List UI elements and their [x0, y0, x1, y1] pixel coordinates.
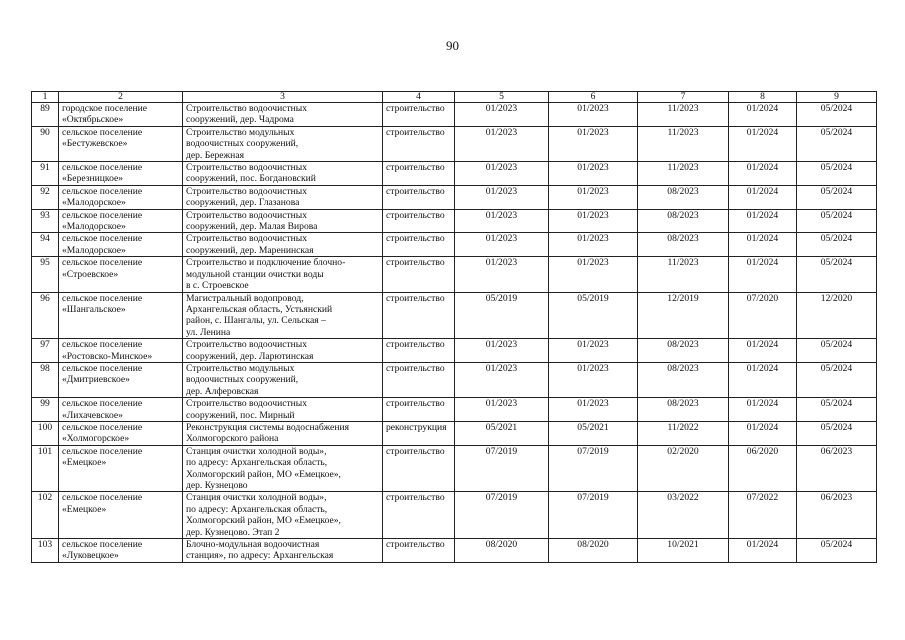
settlement-cell-line: «Малодорское»	[62, 244, 126, 256]
row-number: 95	[32, 257, 59, 292]
table-row	[32, 209, 877, 233]
settlement-cell-line: сельское поселение	[62, 445, 143, 457]
object-cell	[183, 162, 383, 186]
row-number: 92	[32, 185, 59, 209]
work-type-cell: строительство	[383, 445, 455, 492]
column-header: 9	[797, 92, 877, 103]
settlement-cell	[59, 362, 183, 397]
date-cell: 07/2022	[729, 492, 797, 539]
object-cell	[183, 445, 383, 492]
settlement-cell-line: сельское поселение	[62, 421, 143, 433]
table-row	[32, 292, 877, 339]
object-cell-line: Холмогорский район, МО «Емецкое»,	[186, 468, 341, 480]
object-cell-line: Станция очистки холодной воды»,	[186, 492, 327, 504]
date-cell: 01/2024	[729, 185, 797, 209]
date-cell: 01/2023	[455, 185, 549, 209]
settlement-cell	[59, 292, 183, 339]
object-cell-line: Магистральный водопровод,	[186, 292, 304, 304]
settlement-cell-line: сельское поселение	[62, 339, 143, 351]
settlement-cell-line: городское поселение	[62, 103, 148, 114]
object-cell-line: сооружений, дер. Маренинская	[186, 244, 314, 256]
date-cell: 08/2023	[638, 362, 729, 397]
date-cell: 05/2024	[797, 233, 877, 257]
object-cell	[183, 492, 383, 539]
date-cell: 05/2019	[549, 292, 638, 339]
date-cell: 01/2023	[549, 209, 638, 233]
header-row	[32, 92, 877, 103]
date-cell: 11/2023	[638, 162, 729, 186]
date-cell: 03/2022	[638, 492, 729, 539]
settlement-cell	[59, 162, 183, 186]
date-cell: 01/2023	[455, 162, 549, 186]
date-cell: 11/2023	[638, 126, 729, 161]
date-cell: 01/2024	[729, 103, 797, 127]
row-number: 97	[32, 339, 59, 363]
date-cell: 01/2023	[455, 209, 549, 233]
page-number: 90	[446, 38, 459, 53]
row-number: 94	[32, 233, 59, 257]
object-cell-line: Строительство модульных	[186, 126, 295, 138]
work-type-cell: строительство	[383, 257, 455, 292]
object-cell-line: Строительство водоочистных	[186, 339, 308, 351]
date-cell: 01/2023	[549, 398, 638, 422]
work-type-cell: строительство	[383, 233, 455, 257]
table-row	[32, 185, 877, 209]
work-type-cell: строительство	[383, 103, 455, 127]
column-header: 4	[383, 92, 455, 103]
object-cell-line: сооружений, пос. Мирный	[186, 409, 295, 421]
date-cell: 08/2023	[638, 233, 729, 257]
settlement-cell-line: «Строевское»	[62, 268, 119, 280]
table-row	[32, 398, 877, 422]
settlement-cell	[59, 339, 183, 363]
settlement-cell-line: «Емецкое»	[62, 503, 107, 515]
date-cell: 01/2023	[549, 257, 638, 292]
settlement-cell-line: «Дмитриевское»	[62, 374, 130, 386]
object-cell-line: сооружений, дер. Малая Вирова	[186, 221, 318, 233]
work-type-cell: строительство	[383, 492, 455, 539]
object-cell	[183, 362, 383, 397]
date-cell: 01/2023	[455, 339, 549, 363]
row-number: 93	[32, 209, 59, 233]
settlement-cell-line: сельское поселение	[62, 292, 143, 304]
settlement-cell-line: «Емецкое»	[62, 457, 107, 469]
settlement-cell	[59, 103, 183, 127]
object-cell-line: Архангельская область, Устьянский	[186, 303, 333, 315]
settlement-cell-line: сельское поселение	[62, 539, 143, 551]
date-cell: 07/2019	[455, 492, 549, 539]
date-cell: 10/2021	[638, 539, 729, 563]
settlement-cell	[59, 185, 183, 209]
object-cell-line: модульной станции очистки воды	[186, 268, 324, 280]
date-cell: 05/2024	[797, 339, 877, 363]
date-cell: 08/2023	[638, 185, 729, 209]
date-cell: 11/2023	[638, 103, 729, 127]
settlement-cell	[59, 492, 183, 539]
date-cell: 01/2023	[549, 233, 638, 257]
object-cell-line: дер. Кузнецово. Этап 2	[186, 526, 280, 538]
object-cell-line: Строительство водоочистных	[186, 209, 308, 221]
table-row	[32, 421, 877, 445]
date-cell: 01/2023	[549, 362, 638, 397]
date-cell: 08/2020	[549, 539, 638, 563]
settlement-cell-line: «Березницкое»	[62, 173, 124, 185]
object-cell-line: Строительство и подключение блочно-	[186, 257, 346, 269]
date-cell: 05/2021	[455, 421, 549, 445]
object-cell-line: Строительство водоочистных	[186, 103, 308, 114]
date-cell: 01/2024	[729, 162, 797, 186]
date-cell: 05/2021	[549, 421, 638, 445]
date-cell: 01/2023	[455, 362, 549, 397]
settlement-cell	[59, 421, 183, 445]
object-cell-line: Строительство водоочистных	[186, 233, 308, 245]
object-cell	[183, 233, 383, 257]
object-cell-line: по адресу: Архангельская область,	[186, 503, 328, 515]
date-cell: 05/2019	[455, 292, 549, 339]
settlement-cell-line: «Шангальское»	[62, 303, 126, 315]
column-header: 1	[32, 92, 59, 103]
object-cell-line: сооружений, дер. Чадрома	[186, 114, 294, 126]
object-cell-line: дер. Кузнецово	[186, 480, 248, 491]
date-cell: 07/2019	[549, 445, 638, 492]
object-cell-line: Блочно-модульная водоочистная	[186, 539, 320, 551]
settlement-cell-line: «Холмогорское»	[62, 433, 130, 445]
settlement-cell-line: «Луковецкое»	[62, 550, 119, 562]
date-cell: 08/2020	[455, 539, 549, 563]
object-cell-line: в с. Строевское	[186, 280, 249, 292]
work-type-cell: строительство	[383, 339, 455, 363]
date-cell: 01/2024	[729, 362, 797, 397]
object-cell	[183, 257, 383, 292]
date-cell: 05/2024	[797, 398, 877, 422]
work-type-cell: строительство	[383, 209, 455, 233]
object-cell	[183, 398, 383, 422]
settlement-cell-line: сельское поселение	[62, 233, 143, 245]
date-cell: 07/2020	[729, 292, 797, 339]
date-cell: 01/2023	[549, 103, 638, 127]
date-cell: 01/2023	[455, 103, 549, 127]
date-cell: 01/2023	[455, 126, 549, 161]
object-cell	[183, 421, 383, 445]
row-number: 101	[32, 445, 59, 492]
table-row	[32, 362, 877, 397]
row-number: 102	[32, 492, 59, 539]
object-cell-line: Реконструкция системы водоснабжения	[186, 421, 349, 433]
date-cell: 08/2023	[638, 209, 729, 233]
date-cell: 12/2020	[797, 292, 877, 339]
object-cell-line: Станция очистки холодной воды»,	[186, 445, 327, 457]
object-cell-line: Строительство водоочистных	[186, 162, 308, 174]
object-cell-line: Холмогорский район, МО «Емецкое»,	[186, 515, 341, 527]
table-row	[32, 126, 877, 161]
work-type-cell: строительство	[383, 362, 455, 397]
settlement-cell	[59, 257, 183, 292]
settlement-cell-line: сельское поселение	[62, 209, 143, 221]
date-cell: 05/2024	[797, 162, 877, 186]
row-number: 98	[32, 362, 59, 397]
date-cell: 05/2024	[797, 539, 877, 563]
settlement-cell	[59, 233, 183, 257]
date-cell: 05/2024	[797, 362, 877, 397]
row-number: 89	[32, 103, 59, 127]
settlement-cell-line: сельское поселение	[62, 185, 143, 197]
object-cell-line: дер. Алферовская	[186, 385, 259, 397]
object-cell-line: Строительство водоочистных	[186, 398, 308, 410]
object-cell-line: ул. Ленина	[186, 326, 231, 338]
table-row	[32, 339, 877, 363]
object-cell	[183, 126, 383, 161]
date-cell: 05/2024	[797, 103, 877, 127]
date-cell: 01/2024	[729, 421, 797, 445]
date-cell: 06/2023	[797, 445, 877, 492]
object-cell	[183, 103, 383, 127]
column-header: 6	[549, 92, 638, 103]
settlement-cell-line: «Октябрьское»	[62, 114, 124, 126]
settlement-cell	[59, 126, 183, 161]
settlement-cell	[59, 539, 183, 563]
settlement-cell-line: «Малодорское»	[62, 197, 126, 209]
object-cell-line: по адресу: Архангельская область,	[186, 457, 328, 469]
row-number: 91	[32, 162, 59, 186]
settlement-cell-line: сельское поселение	[62, 398, 143, 410]
table-row	[32, 162, 877, 186]
settlement-cell	[59, 398, 183, 422]
settlement-cell-line: сельское поселение	[62, 162, 143, 174]
object-cell	[183, 185, 383, 209]
date-cell: 08/2023	[638, 339, 729, 363]
date-cell: 01/2024	[729, 398, 797, 422]
object-cell	[183, 292, 383, 339]
date-cell: 05/2024	[797, 209, 877, 233]
object-cell-line: Холмогорского района	[186, 433, 279, 445]
object-cell-line: водоочистных сооружений,	[186, 374, 299, 386]
date-cell: 01/2023	[455, 257, 549, 292]
date-cell: 07/2019	[455, 445, 549, 492]
date-cell: 07/2019	[549, 492, 638, 539]
settlement-cell	[59, 209, 183, 233]
work-type-cell: строительство	[383, 539, 455, 563]
object-cell-line: дер. Бережная	[186, 149, 244, 161]
table-row	[32, 445, 877, 492]
settlement-cell-line: «Бестужевское»	[62, 138, 128, 150]
date-cell: 05/2024	[797, 126, 877, 161]
row-number: 100	[32, 421, 59, 445]
table-row	[32, 539, 877, 563]
settlement-cell-line: сельское поселение	[62, 362, 143, 374]
date-cell: 01/2023	[455, 233, 549, 257]
date-cell: 01/2024	[729, 339, 797, 363]
work-type-cell: строительство	[383, 185, 455, 209]
date-cell: 05/2024	[797, 185, 877, 209]
date-cell: 12/2019	[638, 292, 729, 339]
column-header: 3	[183, 92, 383, 103]
table-row	[32, 233, 877, 257]
work-type-cell: строительство	[383, 162, 455, 186]
date-cell: 02/2020	[638, 445, 729, 492]
object-cell	[183, 209, 383, 233]
object-cell-line: сооружений, дер. Ларютинская	[186, 350, 314, 362]
date-cell: 01/2023	[549, 185, 638, 209]
table-row	[32, 103, 877, 127]
row-number: 103	[32, 539, 59, 563]
date-cell: 01/2023	[549, 339, 638, 363]
object-cell	[183, 339, 383, 363]
row-number: 96	[32, 292, 59, 339]
column-header: 8	[729, 92, 797, 103]
work-type-cell: строительство	[383, 398, 455, 422]
object-cell	[183, 539, 383, 563]
table-row	[32, 257, 877, 292]
work-type-cell: реконструкция	[383, 421, 455, 445]
date-cell: 06/2020	[729, 445, 797, 492]
object-cell-line: водоочистных сооружений,	[186, 138, 299, 150]
date-cell: 06/2023	[797, 492, 877, 539]
date-cell: 01/2024	[729, 539, 797, 563]
date-cell: 08/2023	[638, 398, 729, 422]
date-cell: 05/2024	[797, 421, 877, 445]
date-cell: 01/2023	[549, 162, 638, 186]
settlement-cell-line: «Ростовско-Минское»	[62, 350, 153, 362]
schedule-table	[31, 91, 877, 563]
date-cell: 11/2022	[638, 421, 729, 445]
object-cell-line: сооружений, дер. Глазанова	[186, 197, 300, 209]
date-cell: 01/2024	[729, 126, 797, 161]
date-cell: 01/2024	[729, 209, 797, 233]
object-cell-line: Строительство модульных	[186, 362, 295, 374]
date-cell: 01/2023	[549, 126, 638, 161]
row-number: 90	[32, 126, 59, 161]
work-type-cell: строительство	[383, 126, 455, 161]
object-cell-line: станция», по адресу: Архангельская	[186, 550, 334, 562]
column-header: 7	[638, 92, 729, 103]
settlement-cell-line: сельское поселение	[62, 126, 143, 138]
date-cell: 01/2023	[455, 398, 549, 422]
settlement-cell-line: сельское поселение	[62, 257, 143, 269]
settlement-cell-line: сельское поселение	[62, 492, 143, 504]
object-cell-line: сооружений, пос. Богдановский	[186, 173, 316, 185]
column-header: 2	[59, 92, 183, 103]
table-row	[32, 492, 877, 539]
object-cell-line: район, с. Шангалы, ул. Сельская –	[186, 315, 326, 327]
settlement-cell-line: «Лихачевское»	[62, 409, 123, 421]
row-number: 99	[32, 398, 59, 422]
settlement-cell	[59, 445, 183, 492]
date-cell: 01/2024	[729, 257, 797, 292]
date-cell: 01/2024	[729, 233, 797, 257]
date-cell: 05/2024	[797, 257, 877, 292]
column-header: 5	[455, 92, 549, 103]
settlement-cell-line: «Малодорское»	[62, 221, 126, 233]
object-cell-line: Строительство водоочистных	[186, 185, 308, 197]
work-type-cell: строительство	[383, 292, 455, 339]
date-cell: 11/2023	[638, 257, 729, 292]
